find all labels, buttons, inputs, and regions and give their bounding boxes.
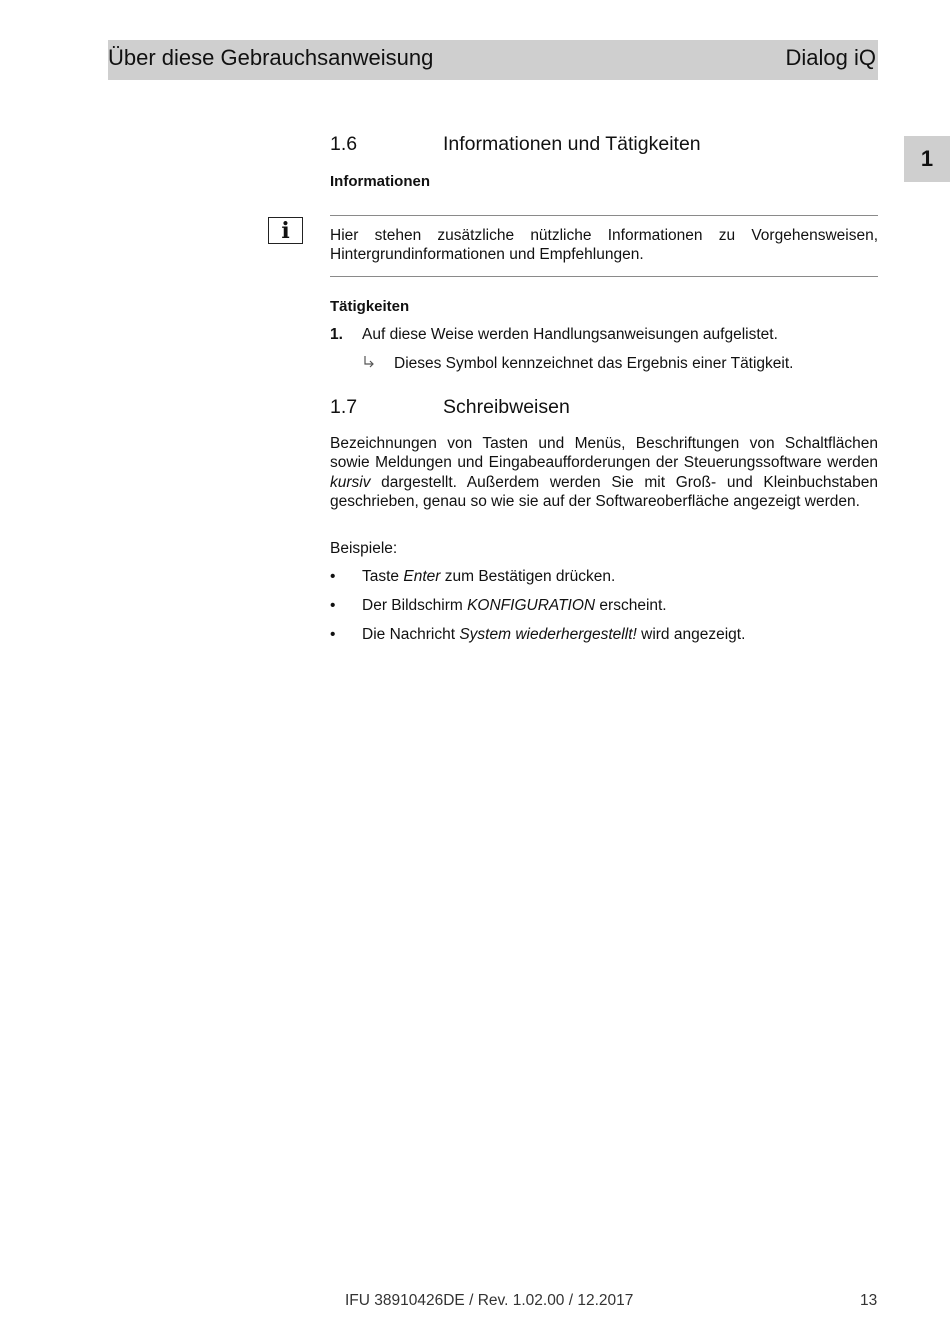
info-icon: i — [268, 217, 303, 244]
example-text: zum Bestätigen drücken. — [440, 568, 616, 585]
divider-top — [330, 215, 878, 216]
bullet: • — [330, 568, 336, 585]
example-item — [362, 597, 667, 615]
section-number: 1.7 — [330, 396, 358, 418]
result-arrow-icon — [362, 355, 376, 372]
example-text: Taste — [362, 568, 404, 585]
step-number: 1. — [330, 326, 343, 343]
examples-label: Beispiele: — [330, 540, 398, 557]
page-header — [108, 40, 878, 80]
example-ui-term: KONFIGURATION — [467, 597, 596, 614]
bullet: • — [330, 626, 336, 643]
info-subheading: Informationen — [330, 173, 430, 190]
header-title: Über diese Gebrauchsanweisung — [108, 45, 434, 70]
tasks-subheading: Tätigkeiten — [330, 298, 410, 315]
section-title: Schreibweisen — [443, 396, 570, 418]
example-text: Der Bildschirm — [362, 597, 468, 614]
header-product-name: Dialog iQ — [785, 45, 876, 70]
writing-conventions-paragraph — [330, 434, 878, 512]
example-item — [362, 626, 745, 644]
example-text: Die Nachricht — [362, 626, 460, 643]
example-text: erscheint. — [595, 597, 667, 614]
example-ui-term: Enter — [403, 568, 441, 585]
section-title: Informationen und Tätigkeiten — [443, 133, 701, 155]
bullet: • — [330, 597, 336, 614]
step-text: Auf diese Weise werden Handlungsanweisungen aufgelistet. — [362, 326, 778, 343]
paragraph-text: Bezeichnungen von Tasten und Menüs, Beschriftungen von Schaltflächen sowie Meldungen und Eingabeaufforderungen der Steuerungssoftware werden — [330, 435, 878, 472]
example-item — [362, 568, 615, 586]
example-ui-term: System wiederhergestellt! — [459, 626, 637, 643]
info-note-text: Hier stehen zusätzliche nützliche Informationen zu Vorgehensweisen, Hintergrundinformationen und Empfehlungen. — [330, 227, 878, 264]
footer-doc-reference: IFU 38910426DE / Rev. 1.02.00 / 12.2017 — [345, 1292, 634, 1309]
paragraph-text: dargestellt. Außerdem werden Sie mit Groß- und Kleinbuchstaben geschrieben, genau so wie sie auf der Softwareoberfläche angezeigt werden. — [330, 473, 878, 511]
result-text: Dieses Symbol kennzeichnet das Ergebnis einer Tätigkeit. — [394, 355, 794, 372]
section-number: 1.6 — [330, 133, 358, 155]
chapter-tab: 1 — [904, 136, 950, 182]
paragraph-italic-example: kursiv — [330, 473, 371, 491]
example-text: wird angezeigt. — [636, 626, 746, 643]
divider-bottom — [330, 276, 878, 277]
page-number: 13 — [860, 1292, 878, 1309]
